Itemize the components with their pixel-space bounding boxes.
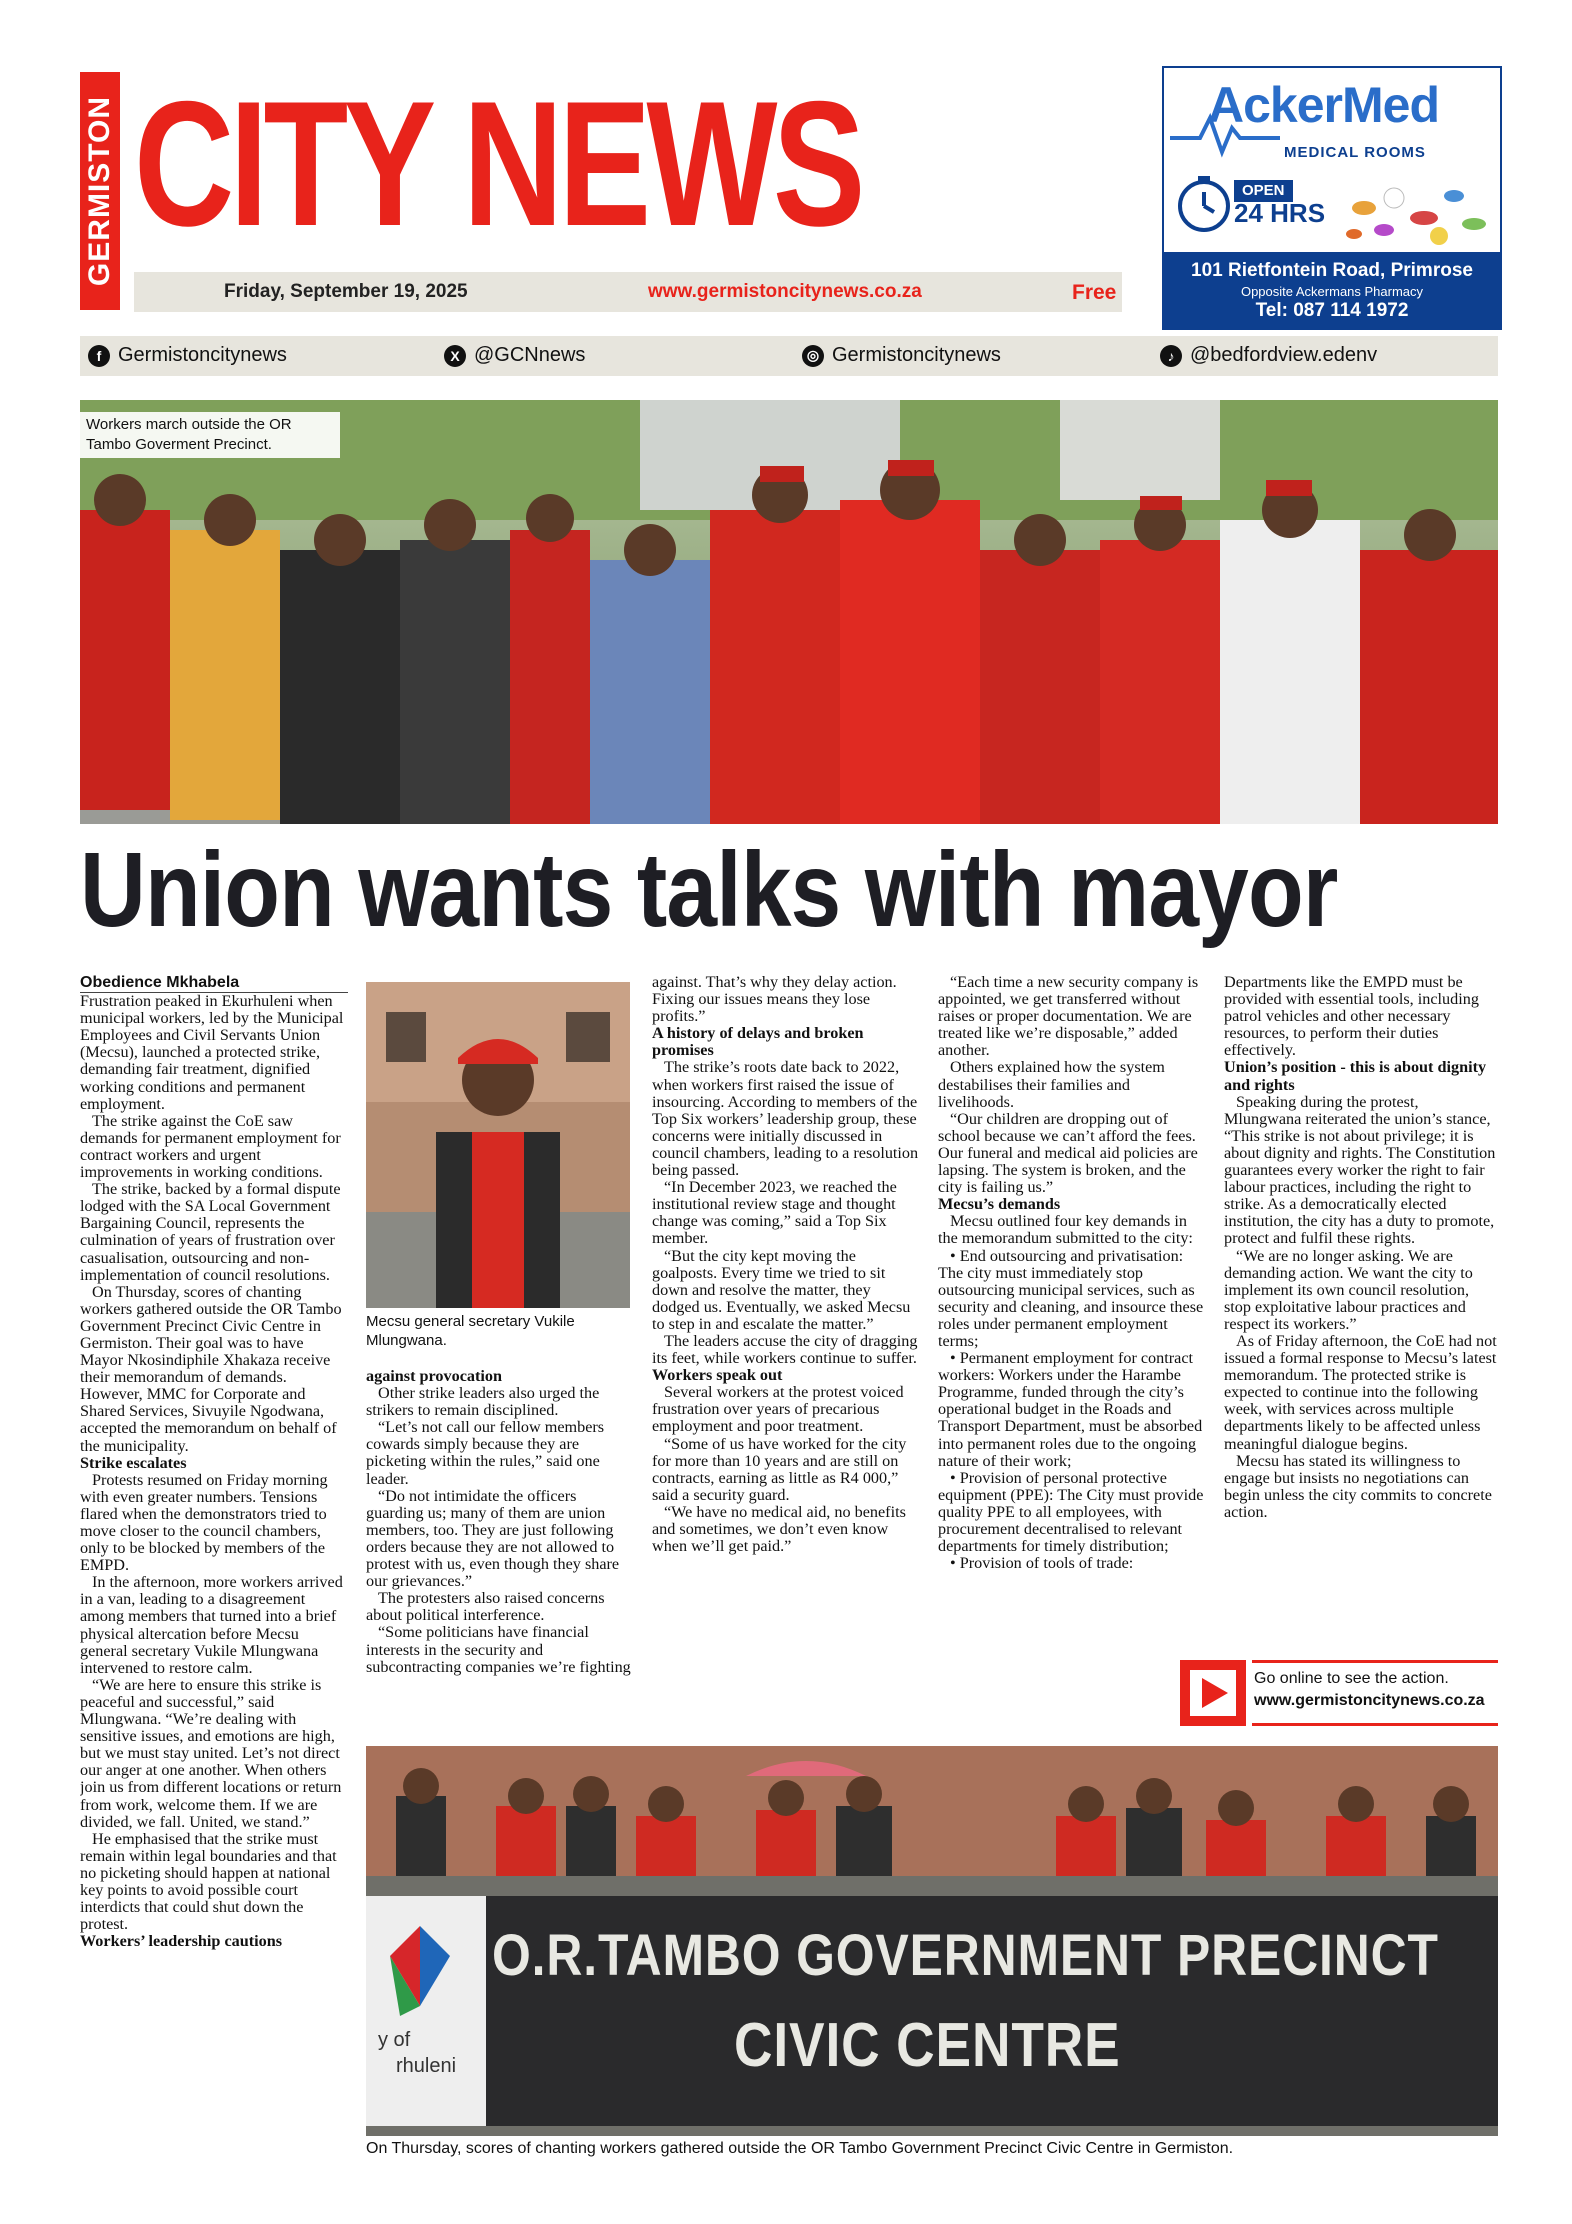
social-x[interactable] <box>444 344 585 367</box>
paragraph: On Thursday, scores of chanting workers gathered outside the OR Tambo Government Precinct Civic Centre in Germiston. Their goal was to have Mayor Nkosindiphile Xhakaza receive their memorandum of demands. However, MMC for Corporate and Shared Services, Sivuyile Ngodwana, accepted the memorandum on behalf of the municipality. <box>80 1282 342 1455</box>
paragraph: The strike against the CoE saw demands for permanent employment for contract workers and urgent improvements in working conditions. <box>80 1111 341 1182</box>
paragraph: “But the city kept moving the goalposts. Every time we tried to sit down and resolve the matter, they dodged us. Eventually, we asked Mecsu to step in and escalate the matter.” <box>652 1246 911 1333</box>
paragraph: Protests resumed on Friday morning with even greater numbers. Tensions flared when the demonstrators tried to move closer to the council chambers, only to be blocked by members of the EMPD. <box>80 1470 328 1575</box>
sign-line-2: CIVIC CENTRE <box>734 2011 1121 2080</box>
paragraph: “Some of us have worked for the city for more than 10 years and are still on contracts, earning as little as R4 000,” said a security guard. <box>652 1434 907 1504</box>
logo-text: y of <box>378 2029 411 2051</box>
facebook-icon: f <box>88 345 110 367</box>
ackermed-ad[interactable] <box>1162 66 1502 330</box>
paragraph: “Some politicians have financial interests in the security and subcontracting companies we’re fighting <box>366 1623 631 1676</box>
mlungwana-image <box>366 982 630 1308</box>
paragraph: Mecsu outlined four key demands in the memorandum submitted to the city: <box>938 1212 1193 1248</box>
subheading: Strike escalates <box>80 1453 187 1472</box>
promo-rule <box>1252 1723 1498 1726</box>
paragraph: “Each time a new security company is appointed, we get transferred without raises or proper documentation. We are treated like we’re disposable,” added another. <box>938 974 1199 1060</box>
social-handle: @GCNnews <box>474 344 586 366</box>
mlungwana-photo <box>366 982 630 1308</box>
paragraph: • Provision of tools of trade: <box>950 1554 1134 1573</box>
promo-link[interactable]: www.germistoncitynews.co.za <box>1254 1692 1485 1709</box>
social-tiktok[interactable] <box>1160 344 1377 367</box>
masthead-title: CITY NEWS <box>134 64 861 263</box>
promo-text: Go online to see the action. <box>1254 1670 1449 1687</box>
masthead-vertical-label: GERMISTON <box>80 72 120 310</box>
paragraph: • End outsourcing and privatisation: The city must immediately stop outsourcing municipal services, such as security and cleaning, and insource these roles under permanent employment terms; <box>938 1246 1204 1350</box>
tiktok-icon: ♪ <box>1160 345 1182 367</box>
dateline-bar <box>134 272 1122 312</box>
article-column-3 <box>652 974 920 1728</box>
social-bar <box>80 336 1498 376</box>
article-column-5 <box>1224 974 1498 1654</box>
paragraph: Speaking during the protest, Mlungwana reiterated the union’s stance, “This strike is not about privilege; it is about dignity and rights. The Constitution guarantees every worker the right to fair labour practices, including the right to strike. As a democratically elected institution, the city has a duty to promote, protect and fulfil these rights. <box>1224 1092 1496 1248</box>
pills-image <box>1334 168 1494 248</box>
ad-logo: AckerMed <box>1208 77 1439 133</box>
paragraph: Departments like the EMPD must be provided with essential tools, including patrol vehicles and other necessary resources, to perform their duties effectively. <box>1224 974 1479 1060</box>
subheading: Workers speak out <box>652 1366 783 1385</box>
social-handle: @bedfordview.edenv <box>1190 344 1378 366</box>
paragraph: “Let’s not call our fellow members cowards simply because they are picketing within the rules,” said one leader. <box>366 1418 605 1488</box>
paragraph: Others explained how the system destabilises their families and livelihoods. <box>938 1058 1165 1111</box>
ad-subtitle: MEDICAL ROOMS <box>1284 144 1426 161</box>
photo3-caption: On Thursday, scores of chanting workers gathered outside the OR Tambo Government Precinct Civic Centre in Germiston. <box>366 2140 1234 2157</box>
paragraph: The strike’s roots date back to 2022, when workers first raised the issue of insourcing. According to members of the Top Six workers’ leadership group, these concerns were initially discussed in council chambers, leading to a resolution being passed. <box>652 1058 919 1180</box>
paragraph: As of Friday afternoon, the CoE had not issued a formal response to Mecsu’s latest memorandum. The protected strike is expected to continue into the following week, with services across multiple departments likely to be affected unless meaningful dialogue begins. <box>1224 1331 1497 1453</box>
social-instagram[interactable] <box>802 344 1001 367</box>
paragraph: “Our children are dropping out of school because we can’t afford the fees. Our funeral and medical aid policies are lapsing. The system is broken, and the city is failing us.” <box>938 1109 1198 1197</box>
subheading: Union’s position - this is about dignity and rights <box>1224 1058 1487 1094</box>
paragraph: Frustration peaked in Ekurhuleni when municipal workers, led by the Municipal Employees and Civil Servants Union (Mecsu), launched a protected strike, demanding fair treatment, dignified working conditions and permanent employment. <box>80 992 344 1113</box>
subheading: against provocation <box>366 1368 502 1385</box>
clock-icon <box>1174 174 1234 234</box>
social-facebook[interactable] <box>88 344 287 367</box>
paragraph: Several workers at the protest voiced frustration over years of precarious employment and poor treatment. <box>652 1383 904 1436</box>
paragraph: Other strike leaders also urged the strikers to remain disciplined. <box>366 1384 600 1420</box>
civic-centre-photo <box>366 1746 1498 2136</box>
paragraph: The leaders accuse the city of dragging its feet, while workers continue to suffer. <box>652 1331 918 1368</box>
article-column-1 <box>80 974 348 2134</box>
march-photo-image <box>80 400 1498 824</box>
paragraph: In the afternoon, more workers arrived in a van, leading to a disagreement among members that turned into a brief physical altercation before Mecsu general secretary Vukile Mlungwana intervened to restore calm. <box>80 1573 343 1677</box>
sign-line-1: O.R.TAMBO GOVERNMENT PRECINCT <box>492 1923 1439 1988</box>
paragraph: He emphasised that the strike must remain within legal boundaries and that no picketing should happen at national key points to avoid possible court interdicts that could shut down the protest. <box>80 1829 337 1934</box>
photo-caption: Workers march outside the OR Tambo Goverment Precinct. <box>80 412 340 458</box>
online-promo[interactable] <box>1180 1660 1498 1726</box>
subheading: A history of delays and broken promises <box>652 1024 864 1060</box>
paragraph: Mecsu has stated its willingness to engage but insists no negotiations can begin unless the city commits to concrete action. <box>1224 1451 1492 1521</box>
play-icon <box>1180 1660 1246 1726</box>
paragraph: “We have no medical aid, no benefits and sometimes, we don’t even know when we’ll get paid.” <box>652 1502 906 1556</box>
paragraph: The strike, backed by a formal dispute lodged with the SA Local Government Bargaining Council, represents the culmination of years of frustration over casualisation, outsourcing and non-implementation of council resolutions. <box>80 1180 341 1284</box>
logo-text: rhuleni <box>396 2055 457 2077</box>
paragraph: “In December 2023, we reached the institutional review stage and thought change was coming,” said a Top Six member. <box>652 1178 897 1248</box>
paragraph: “Do not intimidate the officers guarding us; many of them are union members, too. They are just following orders because they are not allowed to protest with us, even though they share our grievances.” <box>366 1486 620 1591</box>
subheading: Workers’ leadership cautions <box>80 1932 283 1951</box>
headline: Union wants talks with mayor <box>80 831 1338 949</box>
paragraph: • Permanent employment for contract workers: Workers under the Harambe Programme, funded through the city’s operational budget in the Roads and Transport Department, must be absorbed into permanent roles due to the ongoing nature of their work; <box>938 1349 1203 1470</box>
instagram-icon: ◎ <box>802 345 824 367</box>
ad-phone[interactable]: Tel: 087 114 1972 <box>1255 300 1409 321</box>
price-label: Free <box>1072 281 1117 304</box>
paragraph: against. That’s why they delay action. Fixing our issues means they lose profits.” <box>652 974 897 1026</box>
website-link[interactable]: www.germistoncitynews.co.za <box>648 281 922 302</box>
promo-rule <box>1252 1660 1498 1663</box>
paragraph: The protesters also raised concerns about political interference. <box>366 1589 605 1625</box>
x-icon: X <box>444 345 466 367</box>
social-handle: Germistoncitynews <box>832 344 1001 366</box>
paragraph: “We are here to ensure this strike is peaceful and successful,” said Mlungwana. “We’re dealing with sensitive issues, and emotions are high, but we must stay united. Let’s not direct our anger at one another. When others join us from different locations or return from work, welcome them. If we are divided, we fall. United, we stand.” <box>80 1675 342 1831</box>
social-handle: Germistoncitynews <box>118 344 287 366</box>
ad-address: 101 Rietfontein Road, Primrose <box>1191 260 1473 281</box>
march-photo <box>80 400 1498 824</box>
article-column-4 <box>938 974 1206 1728</box>
ad-open-label: OPEN <box>1234 180 1293 202</box>
issue-date: Friday, September 19, 2025 <box>224 281 468 302</box>
subheading: Mecsu’s demands <box>938 1195 1061 1214</box>
photo2-caption: Mecsu general secretary Vukile Mlungwana. <box>366 1313 575 1349</box>
ad-opposite: Opposite Ackermans Pharmacy <box>1240 284 1424 299</box>
article-column-2 <box>366 1368 634 1728</box>
ad-hours: 24 HRS <box>1234 198 1326 228</box>
paragraph: “We are no longer asking. We are demanding action. We want the city to implement its own council resolution, stop exploitative labour practices and respect its workers.” <box>1224 1246 1473 1333</box>
paragraph: • Provision of personal protective equipment (PPE): The City must provide quality PPE to all employees, with procurement decentralised to relevant departments for timely distribution; <box>938 1468 1204 1556</box>
byline: Obedience Mkhabela <box>80 974 348 993</box>
